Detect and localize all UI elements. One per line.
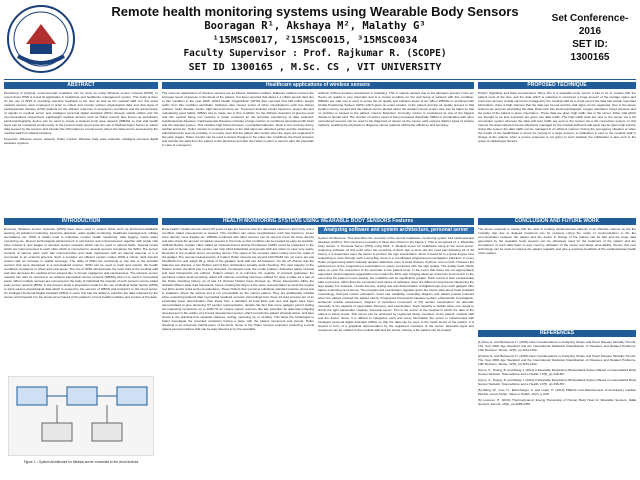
reference-item: [5] Wang, W., Guo, N., Ehrenberger, A. and Lotter, H. (2010) PRECA Cost Effectiveness of Ambulatory Cardiac Monitor versus Holter. Value in Health, 10(7), p.A38. [478, 388, 636, 396]
introduction-column [4, 227, 158, 373]
reference-item: [3] Liu, X., Huang, B. and Wang J. (2011) A Wearable Respiratory Biofeedback System Based on Generalized Body Sensor Network. Telemedicine and e-Health, 17(5), pp.348-357. [478, 368, 636, 376]
poster-header [0, 0, 640, 78]
set-id-line: SET ID 1300165 , M.Sc. CS , VIT UNIVERSITY [188, 62, 442, 73]
system-architecture-figure [8, 376, 154, 456]
architecture-diagram [9, 377, 155, 457]
reference-item: [6] Lowman, H. (2013) Thermodynamic Energy Harvesting of Human Body Heat for Wearable Sensors. IEEE Sensors Journal, 13(6), pp.2099-2255. [478, 398, 636, 406]
conference-name: Set Conference-2016 [551, 13, 629, 37]
analyzing-text: System Architecture: This describes the overview of the remote healthcare monitoring system bed cardiovascular diseases (CVD's). This component consists of three tiers shown in the Figure 1. This is composed of: 1. Wearable body sensor. 2. Personal Server (PPS) using PDA. 3. Medical server for healthcare using in the cloud server. Analyzing software: At this point when the recording of ECG sign is done (for the most part following 24 or 48 hours), it is dependent upon the doctor to perform the sign examination. Since it would be to a great degree time requesting to scan through such a long flag, there is a coordinated programmed investigation transform in every Holter programming which naturally decides distinctive sorts of heart thumps, rhythms, and so forth. However the achievement of the programmed examination is nearly connected with the sign quality. The quality itself chiefly relies on upon the connection of the terminals to the patient body. In the event that these are not appropriately appended, electromagnetic aggravation can impact the ECG sign bringing about an extremely loud record. In the event that the patient moves quickly, the mutilation will be significantly greater. Such record is then exceptionally hard to process. Other than the connection and nature of cathodes, there are different components influencing the sign quality. For example, muscle tremors, testing rate and determination of digitized sign (top notch gadgets offer higher examining recurrence). The programmed examination regularly gives the doctor data about heart pulsated morphology, thumped interim estimation, heart rate variability, musicality diagram and patient journal (minutes when the patient pressed the patient catch). Progressed frameworks likewise perform otherworldly investigation, ischaemic trouble assessment, diagram of persistent movement or PQ section examination. An alternate necessity is the capacity of pacemaker discovery and examination. Such capacity is helpful when one needs to check the right pacemaker capacity. Personal server: This is the server at the hospital in which the data of the patient is being stored. This server can be accessed by registered family members of the patient, medical staff and the doctor. Since, it is difficult to categorise each and every information the server is implemented with intelligent personal digital assistant (iPDA) so that the data can be seen in the heath levels of the patient. It is viewed in form of a graphical representation by the registered members of the server. Essential signs and symptoms can be notified to the medical staff and the doctor, thereby a the patient can be treated. [318, 236, 474, 332]
vit-logo-emblem [6, 4, 76, 74]
introduction-text: Recently, Wireless sensor networks (WSN) have been used in various fields such as Environmental/Earth sensing, air pollution monitoring, forest fire detection, water quality monitoring, healthcare management, military surveillance etc. WSN is widely used in industries monitor health monitoring, data logging, waste water monitoring etc. Recent technological advancement in electronics and microprocessor together with single chip have created a new league of wireless sensor networks which can be used in various fields. Several nodes which are interconnected to each other which is connected to several sensors comprises the WSN. The sensor consists of various parts such has microcontroller and radio transceiver with an internal antenna or it is connected to an external antenna. Such a complex yet efficient system makes WSN a robust, fault tolerant system with an increase in spatial coverage. The utility of WSN are continuing to rise due to the portable sensors that were developed in a personalized manner. WSN can be used to track and monitor the health conditions of patients in urban and rural areas. The use of WSN will decrease the work load of the medical staff and also decrease the medical errors caused due to human negligence and carelessness. The wireless sensor network can also be referred to as wireless biomedical sensor network (WBSN) when it is used in biomedical areas. When multiple sensors are connected to the body of individual the network of such sensors can be called body sensor network (BSN). In the present study a proposal is made for the use of Medical Super Server (MSS) to track various physiological data which is sensed by the sensors of WBAN and forward it to the cloud server. An intelligent Personal Digital Assistant (iPDA) is used, this has the ability to prioritize the data collected by the sensor and forwards it to the cloud server based of the patient's current health condition and content of the data. [4, 227, 158, 299]
analyzing-heading: Analyzing software and system architecture, personal server [318, 227, 474, 234]
introduction-heading: INTRODUCTION [4, 218, 158, 225]
set-id-label: SET ID: [572, 39, 608, 50]
keywords-text: Keywords: Wireless sensor network, Holter monitor, Wireless body area networks, intelligent personal digital assistant systems. [4, 137, 158, 145]
proposed-column [478, 91, 636, 215]
abstract-text: Monitoring of physical, environmental conditions can be done by using Wireless sensor network (WSN). In recent times WSN is found its application in healthcare and healthcare management system. This study is done for the use of WSN in providing real-time feedback to the user as well as the medical staff. For this study medical sensors were employed in order to collect and monitor various physiological data and vital signs of cardiovascular disease (CVD) patients for the efficient response to emergency conditions and the transmission of signals to medical server and intelligent personal digital assistant (PDA) through optical cables and 4G communications respectively. Lightweight medical sensors such as Holter monitor also known as ambulatory electrocardiography device can be used to create a wireless body area network (WBAN) so that vital health signs can be monitored continuously. In the present study we propose the use of Medical Super Server to collect data sensed by the sensors and transfer the information to a local server where the data can be accessed by the medical staff from distant locations. [4, 91, 158, 135]
references-column [478, 340, 636, 475]
set-id-value: 1300165 [570, 52, 610, 63]
abstract-heading: ABSTRACT [4, 82, 158, 89]
figure-caption: Figure 1 – System Architecture for Medical server connected to the cloud devices [23, 460, 139, 464]
conclusion-column [478, 227, 636, 327]
applications-text: The common applications of wireless sensors are as follows: Diabetes mellitus: Diabetes mellitus involves the improper levels of glucose in the blood of the patient. It is been reported that about 1.1 million people died due to this condition in the year 2005. World Health Organization (WHO) also reported that 220 million people suffer from this condition worldwide. Diabetes also causes series of other complications such has kidney problem, heart disease, stroke, high blood pressure etc. Treatment includes insulin injections, proper diet and maintaining good habits. WBAN can to made use in this condition for the efficient detection of glucose level and this method being non invasive is better preferred for the accurate transferring of data collected. Cardiovascular diseases: Cardiovascular Diseases includes a large number of conditions associated with heart and the vascular system. This includes high blood pressure, myocardial infarction, block in the coronary artery, cardiac arrest etc. Holter monitor is employed where in the vital signs are detected earlier and the treatment is administered as soon as possible. It is mostly seen that the patient dies mostly when the signs are neglected in the early stages. Holter monitor can be used to detect changes in the pulse rate, heartbeat, the blood pressure and transfer the data from the patient to the physician and also the Holter monitor is used to alert the physician in case of emergency. [162, 91, 314, 147]
analyzing-column [318, 236, 474, 475]
applications-text-2: Asthma: Asthma involves uneasiness in breathing. This is majorly caused due to the allergens present in the air. Hence air quality is very important and is a crucial condition for the well being of patients with this condition. WBANs are vital now is used to sense the air quality and pollution levels of air. When WBANs is combined with Global Positioning System (GPS) which gives an exact location of the patient and the air quality present in that location can be sensed and the patient can be alerted about the situation hence proper care can be taken so that no problem is caused to the patient. Cancer Detection: Currently, cancer is considered as one of the biggest threats to human kind. The number of cancer cases is been increased drastically. WBAs in combination with other nonreduced sensors can be used in the diagnosis of cancer as the cancer cells express distinct types of surface markers, enabling the physician to diagnose cancer patients with better efficiency and accuracy. [318, 91, 474, 127]
reference-item: [4] Liu, X., Huang, B. and Wang J. (2011) A Wearable Respiratory Biofeedback System Based on Generalized Body Sensor Network. Telemedicine and e-Health, 17(5), pp.348-357. [478, 378, 636, 386]
authors-line: Booragan R¹, Akshaya M², Malathy G³ [204, 20, 426, 32]
faculty-supervisor: Faculty Supervisor : Prof. Rajkumar R. (SCOPE) [183, 48, 447, 59]
proposed-heading: PROPOSED TECHNIQUE [478, 82, 636, 89]
references-heading: REFERENCES [478, 330, 636, 337]
conclusion-text: The above proposal is mainly with the view of treating cardiovascular patients in an effective manner as the the mortality rate due to delayed treatment can be reduced. Using the mode of communication to 4G the communication between the patient and the doctor in charge of the patient can be fast and the huge data generated by the wearable body sensors can be effectively used for the treatment of the patient and the comparison of such data helps in less memory utilization of the server and faster accessibility. Hence, this new technology can be used to improve the patient regularly and give a real-time feedback of the cardiovascular health of the patient. [478, 227, 636, 255]
health-monitoring-column [162, 227, 314, 475]
health-monitoring-heading: HEALTH MONITORING SYSTEMS USING WEARABLE BODY SENSORS Features [162, 218, 474, 225]
poster-title: Remote health monitoring systems using Wearable Body Sensors [111, 4, 519, 19]
reference-item: [1] Aline E. and Bohaverts H. (2003) New Considerations in Analyzing Stroke and Heart Disease Mortality Trends: The Year 2000 Age Standard and the International Statistical Classification of Diseases and Related Problems, 10th Revision. Stroke, 32(5), pp.1151-1152. [478, 340, 636, 352]
applications-col-2 [318, 91, 474, 215]
health-monitoring-text: Bone health: Usually women above 50 years of age are found to lose the deposited calcium in their body and a condition called osteoporosis is caused. This condition can cause complications such has fractures, lesser bone density, bone fragility etc. WBANs combined with other sensors can be used to know the bone density and also check the amount of calcium present in the body so this condition can be treated as early as possible. Artificial Retina: Certain chips called as Optoelectronics Retina Prostheses (ORP) could be implanted in the rear part of human eye, this system can help blind individuals and people with low vision to view very easily. Recorder in the medical server connecting device: The space of the recorder varies mainly upon the make of the gadget. The normal measurements of today's Holter screens are around 110x70x30 mm yet some are just 61x48x20 mm and weigh 99 g. Most of the gadgets work with two AA batteries. On the off chance that the batteries are drained, a few Holters permit their substitution actually amid checking. The vast majority of the Holters screen the ECG just in a few channels. Contingent upon the model (maker), distinctive tallies of leads and lead frameworks are utilized. Today's pattern is to minimize the quantity of prompts guarantee the persistent solace amid recording. Albeit 2/3 channel recording has been utilized for quite a while as a part of the Holter checking history, as of late 12 channel Holters have showed up. These frameworks utilize the fantastic Mason-Likar lead framework, hence creating the flag in a the same representation as amid the regular rest ECG and/or amid work out estimation. These Holters then permit to substitute standard practice stress test in situations where the anxiety test is not conceivable for the current patient. They are additionally suitable when examining patients after myocardial localized necrosis. Recordings from these 12 lead screens are of an essentially lower determination than those from a standard 12 lead ECG and now and again have been demonstrated to give deceiving ST section representation, despite the fact that some gadgets permit setting the inspecting recurrence up to 1000 Hz for unique reason examine like late potential. An alternate intriguing development is the outline of a 6 word development sensor, which records the patient physical action, and later shows in the practical time separate statuses: resting, venturing up, or strolling. This helps the cardiologist to better investigate the recorded occasions having a place with the patient movement and journal. Holter checking is an extremely helpful piece of the ECG. Some of the Holter screens empower producing a vocal patient journal entrance that can be later listened to by the specialist. [162, 227, 314, 331]
header-divider [4, 79, 636, 80]
reference-item: [2] Aline E. and Bohaverts H. (2003) New Considerations in Analyzing Stroke and Heart Disease Mortality Trends: The Year 2000 Age Standard and the International Statistical Classification of Diseases and Related Problems, 10th Revision. Stroke, 32(5), pp.1151-1152. [478, 354, 636, 366]
abstract-column [4, 91, 158, 215]
conference-box [545, 12, 635, 64]
applications-heading: Healthcare applications of wireless sensors [162, 82, 474, 89]
affiliations-line: ¹15MSC0017, ²15MSC0015, ³15MSC0034 [212, 35, 418, 46]
applications-col-1 [162, 91, 314, 215]
proposed-text: Priority Signalling and Data compression: Since this is a wearable body sensor it has to be in contact with the patient most of the time and the data which is collected is conceives a huge amount of the storage space and enormous amount of data cannot be managed by the medical staff as a result even if the data has certain important information, there is high chances that the data can be lost and the vital signs can be neglected. Due to the above reasons we propose prioritizing the data. Data such has electrocardiograph, oxygen saturation, blood pressure and the pulse of the patient is given importance. These data are given high traffic rate in the server. Other vital which are thought to be less important are given low data traffic. The high traffic data are sent to the server via a 4G connection system whereas the data with less traffic are sent to the system via a 3G connection system. In this manner the data collected can be effectively managed by the medical staff and vital signs can be given high priority. Using this system the data traffic can be managed in an efficient manner. During the emergency situation or when the health of the health/heart is found be varying in a large amount, a notification is sent to the medical staff in charge of the patient, when a person response is not given to such situation the notification is also sent to the group of cardiologist doctors. [478, 91, 636, 143]
conclusion-heading: CONCLUSION AND FUTURE WORK [478, 218, 636, 225]
